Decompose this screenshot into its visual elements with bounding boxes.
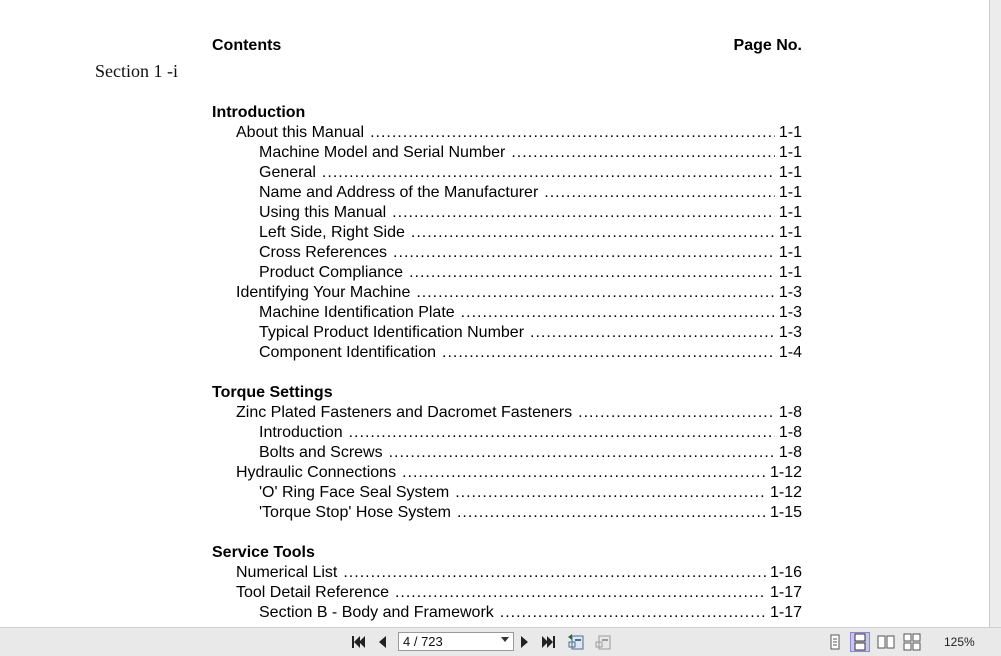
toc-entry-title: Machine Model and Serial Number [259,144,506,161]
toc-entry[interactable] [0,323,989,343]
dot-leader [389,443,775,463]
toc-entry-title: Identifying Your Machine [236,284,411,301]
toc-entry-title: Typical Product Identification Number [259,324,525,341]
go-forward-view-icon [594,633,614,651]
toc-entry[interactable] [0,423,989,443]
contents-header: Contents [212,37,282,54]
toc-entry-title: Cross References [259,244,388,261]
toc-entry[interactable] [0,163,989,183]
dot-leader [349,423,775,443]
dot-leader [393,243,775,263]
toc-entry[interactable] [0,443,989,463]
toc-entry-title: Left Side, Right Side [259,224,405,241]
toc-entry-title: Numerical List [236,564,338,581]
toc-entry-title: 'Torque Stop' Hose System [259,504,451,521]
toc-entry-page: 1-1 [778,124,802,141]
chevron-down-icon[interactable] [501,637,509,642]
dot-leader [370,123,775,143]
first-page-icon [350,635,366,649]
toc-entry[interactable] [0,123,989,143]
continuous-facing-view-icon [903,633,921,651]
dot-leader [442,343,775,363]
dot-leader [322,163,775,183]
toc-entry-page: 1-8 [778,444,802,461]
toc-entry-page: 1-1 [778,224,802,241]
toc-entry-title: About this Manual [236,124,365,141]
vertical-scrollbar[interactable] [989,0,1001,627]
section-tag: Section 1 -i [95,61,178,81]
toc-entry-title: General [259,164,316,181]
page-indicator: 4 / 723 [403,634,443,649]
toc-entry-title: Hydraulic Connections [236,464,397,481]
toc-entry-title: Bolts and Screws [259,444,383,461]
toc-entry-page: 1-1 [778,144,802,161]
toc-entry[interactable] [0,283,989,303]
toc-entry-page: 1-1 [778,164,802,181]
toc-entry-page: 1-16 [769,564,802,581]
facing-view-button[interactable] [877,633,895,651]
dot-leader [416,283,775,303]
toc-heading[interactable] [0,103,989,123]
dot-leader [511,143,775,163]
toc-entry[interactable] [0,463,989,483]
toc-entry-page: 1-1 [778,264,802,281]
dot-leader [500,603,766,623]
toc-entry-title: Zinc Plated Fasteners and Dacromet Fasteners [236,404,573,421]
page-number-field[interactable] [398,632,514,651]
dot-leader [411,223,775,243]
dot-leader [457,503,766,523]
toc-entry[interactable] [0,603,989,623]
first-page-button[interactable] [350,633,366,651]
toc-entry[interactable] [0,183,989,203]
single-page-view-icon [826,633,844,651]
toc-entry[interactable] [0,303,989,323]
dot-leader [530,323,775,343]
toc-entry-page: 1-3 [778,304,802,321]
dot-leader [544,183,775,203]
go-back-view-button[interactable] [567,633,587,651]
toc-entry-title: Tool Detail Reference [236,584,389,601]
toc-entry-page: 1-1 [778,184,802,201]
toc-spacer [0,363,989,383]
toc-entry-title: Product Compliance [259,264,404,281]
toc-entry[interactable] [0,563,989,583]
continuous-view-icon [851,633,869,651]
toc-entry[interactable] [0,343,989,363]
zoom-level[interactable]: 125% [944,635,975,649]
toc-entry-page: 1-17 [769,604,802,621]
toc-entry[interactable] [0,203,989,223]
toc-entry-title: Service Tools [212,544,315,561]
toc-entry[interactable] [0,223,989,243]
toc-entry-title: Torque Settings [212,384,333,401]
toc-entry[interactable] [0,263,989,283]
toc-entry[interactable] [0,403,989,423]
previous-page-button[interactable] [376,633,388,651]
last-page-button[interactable] [541,633,557,651]
toc-entry-title: Introduction [212,104,306,121]
table-of-contents [0,103,989,623]
toc-entry-page: 1-15 [769,504,802,521]
toc-entry-page: 1-4 [778,344,802,361]
dot-leader [461,303,775,323]
toc-entry-page: 1-1 [778,204,802,221]
dot-leader [343,563,766,583]
toc-entry-title: Name and Address of the Manufacturer [259,184,539,201]
dot-leader [395,583,766,603]
next-page-icon [520,635,530,649]
toc-spacer [0,523,989,543]
toc-entry-title: 'O' Ring Face Seal System [259,484,450,501]
previous-page-icon [377,635,387,649]
toc-entry-page: 1-8 [778,404,802,421]
toc-entry[interactable] [0,503,989,523]
dot-leader [578,403,775,423]
continuous-facing-view-button[interactable] [903,633,921,651]
toc-entry-page: 1-3 [778,284,802,301]
toc-entry-page: 1-12 [769,484,802,501]
toc-entry[interactable] [0,143,989,163]
toc-entry-title: Section B - Body and Framework [259,604,494,621]
toc-entry-page: 1-17 [769,584,802,601]
toc-entry-page: 1-12 [769,464,802,481]
toc-entry[interactable] [0,483,989,503]
dot-leader [402,463,766,483]
next-page-button[interactable] [519,633,531,651]
toc-entry-page: 1-8 [778,424,802,441]
toc-entry[interactable] [0,243,989,263]
dot-leader [455,483,766,503]
viewer-toolbar [0,627,1001,656]
dot-leader [392,203,775,223]
facing-view-icon [877,633,895,651]
go-forward-view-button[interactable] [594,633,614,651]
last-page-icon [541,635,557,649]
continuous-view-button[interactable] [851,633,869,651]
toc-entry-page: 1-1 [778,244,802,261]
toc-entry-title: Using this Manual [259,204,387,221]
toc-entry-title: Machine Identification Plate [259,304,455,321]
toc-heading[interactable] [0,543,989,563]
page-number-header: Page No. [733,37,802,54]
toc-entry-title: Component Identification [259,344,436,361]
toc-heading[interactable] [0,383,989,403]
toc-entry-page: 1-3 [778,324,802,341]
toc-entry[interactable] [0,583,989,603]
go-back-view-icon [567,633,587,651]
single-page-view-button[interactable] [826,633,844,651]
toc-entry-title: Introduction [259,424,343,441]
dot-leader [409,263,775,283]
